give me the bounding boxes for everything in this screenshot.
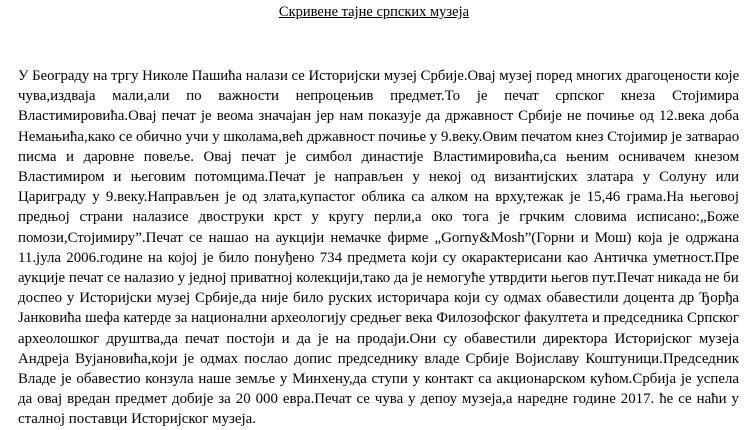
paragraph-line: археолошког друштва,да печат постоји и да је на продаји.Они су обавестили директора Историјског музеја bbox=[18, 330, 739, 347]
document-title: Скривене тајне српских музеја bbox=[278, 4, 470, 20]
paragraph-line: У Београду на тргу Николе Пашића налази се Историјски музеј Србије.Овај музеј поред многих драгоцености које bbox=[18, 68, 740, 84]
paragraph-line: да овај вредан предмет добије за 20 000 евра.Печат се чува у депоу музеја,а наредне године 2017. ће се наћи у bbox=[18, 391, 739, 408]
paragraph-line: Јанковића шефа катерде за национални археологију средњег века Филозофског факултета и председника Српског bbox=[18, 310, 739, 327]
paragraph-line: Андреја Вујановића,који је одмах послао допис председнику владе Србије Војиславу Коштуници.Председник bbox=[18, 350, 739, 367]
paragraph-line: аукције печат се налазио у једној приватној колекцији,тако да је немогуће утврдити његов пут.Печат никада не би bbox=[18, 270, 739, 287]
paragraph-line: помози,Стојимиру”.Печат се нашао на аукцији немачке фирме „Gorny&Mosh”(Горни и Мош) која је одржана bbox=[18, 229, 739, 246]
paragraph-line: писма и даровне повеље. Овај печат је симбол династије Властимировића,са њеним оснивачем кнезом bbox=[18, 148, 739, 165]
body-paragraph bbox=[18, 66, 739, 430]
paragraph-line: Немањића,како се обично учи у школама,већ државност почиње у 9.веку.Овим печатом кнез Стојимир је затварао bbox=[18, 128, 740, 145]
paragraph-line: предњој страни налазисе двоструки крст у кругу перли,а око тога је грчким словима исписано:„Боже bbox=[18, 209, 739, 226]
paragraph-line: Цариграду у 9.веку.Направљен је од злата,купастог облика са алком на врху,тежак је 15,46 грама.На његовој bbox=[18, 189, 739, 206]
paragraph-line: Властимировића.Овај печат је веома значајан јер нам показује да државност Србије не почиње од 12.века доба bbox=[18, 108, 739, 125]
paragraph-line: доспео у Историјски музеј Србије,да није било руских историчара који су одмах обавестили доцента др Ђорђа bbox=[18, 290, 739, 307]
paragraph-line: чува,издваја мали,али по важности непроцењив предмет.То је печат српског кнеза Стојимира bbox=[18, 88, 739, 105]
paragraph-line: сталној поставци Историјског музеја. bbox=[18, 411, 256, 428]
paragraph-line: 11.јула 2006.године на којој је било понуђено 734 предмета који су окарактерисани као Античка уметност.Пре bbox=[18, 249, 739, 266]
paragraph-line: Владе је обавестио конзула наше земље у Минхену,да ступи у контакт са акционарском кућом.Србија је успела bbox=[18, 371, 739, 388]
paragraph-line: Властимиром и његовим потомцима.Печат је направљен у некој од византијских златара у Солуну или bbox=[18, 169, 739, 186]
